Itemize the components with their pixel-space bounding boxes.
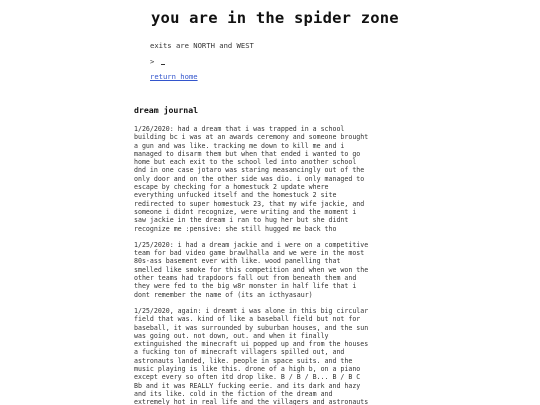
exits-text: exits are NORTH and WEST [150, 41, 254, 50]
prompt-symbol: > [150, 57, 155, 66]
page-title: you are in the spider zone [151, 9, 399, 27]
journal-heading: dream journal [134, 105, 199, 115]
journal-entry: 1/26/2020: had a dream that i was trapped in a school building bc i was at an awards ceremony and someone brought a gun and was like. tracking me down to kill me and i managed to disarm them but when that ended i wanted to go home but each exit to the school led into another school dnd in one case jotaro was staring measancingly out of the only door and on the other side was dio. i only managed to escape by checking for a homestuck 2 update where everything unfucked itself and the homestuck 2 site redirected to super homestuck 23, that my wife jackie, and someone i didnt recognize, were writing and the moment i saw jackie in the dream i ran to hug her but she didnt recognize me :pensive: she still hugged me back tho [134, 125, 369, 233]
journal-entry: 1/25/2020: i had a dream jackie and i were on a competitive team for bad video game brawlhalla and we were in the most 80s-ass basement ever with like. wood panelling that smelled like smoke for this competition and when we won the other teams had trapdoors fall out from beneath them and they were fed to the big w8r monster in half life that i dont remember the name of (its an icthyasaur) [134, 240, 369, 299]
return-home-link[interactable]: return home [150, 72, 198, 81]
text-cursor [161, 64, 165, 65]
journal-entry: 1/25/2020, again: i dreamt i was alone in this big circular field that was. kind of like a baseball field but not for baseball, it was surrounded by suburban houses, and the sun was going out. not down, out. and when it finally extinguished the minecraft ui popped up and from the houses a fucking ton of minecraft villagers spilled out, and astronauts landed, like. people in space suits. and the music playing is like this. drone of a high b, on a piano except every so often itd drop like. B / B / B... B / B C Bb and it was REALLY fucking eerie. and its dark and hazy and its like. cold in the fiction of the dream and extremely hot in real life and the villagers and astronauts [134, 306, 369, 405]
command-input[interactable] [157, 57, 217, 66]
dream-journal [134, 125, 414, 405]
